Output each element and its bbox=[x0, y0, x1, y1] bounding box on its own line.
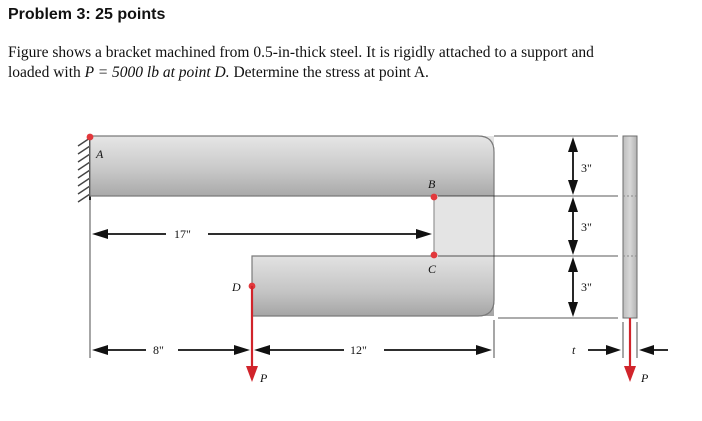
statement-load-equation: P = 5000 lb at point D. bbox=[84, 64, 230, 81]
point-c-label: C bbox=[428, 262, 437, 276]
dimension-12-label: 12" bbox=[350, 343, 367, 357]
load-label-left: P bbox=[260, 371, 268, 385]
load-label-right: P bbox=[641, 371, 649, 385]
statement-line-2-end: Determine the stress at point A. bbox=[229, 64, 429, 81]
statement-line-1: Figure shows a bracket machined from 0.5-in-thick steel. It is rigidly attached to a support and bbox=[8, 44, 594, 61]
bracket-body bbox=[90, 136, 494, 316]
dimension-17 bbox=[92, 229, 432, 239]
point-a-label: A bbox=[96, 147, 104, 161]
load-arrow-side bbox=[624, 318, 636, 382]
dimension-h3-label: 3" bbox=[581, 280, 592, 294]
dimension-8 bbox=[92, 345, 250, 355]
dimension-17-label: 17" bbox=[174, 227, 191, 241]
dimension-thickness bbox=[588, 345, 668, 355]
point-b-label: B bbox=[428, 177, 436, 191]
dimension-12 bbox=[254, 345, 492, 355]
statement-line-2-start: loaded with bbox=[8, 64, 85, 81]
side-view-plate bbox=[623, 136, 637, 318]
fixed-support-wall bbox=[78, 134, 90, 202]
dimension-h2-label: 3" bbox=[581, 220, 592, 234]
point-d-label: D bbox=[232, 280, 241, 294]
dimension-vertical-3 bbox=[568, 137, 578, 317]
thickness-label: t bbox=[572, 343, 576, 357]
dimension-h1-label: 3" bbox=[581, 161, 592, 175]
point-a-marker bbox=[87, 134, 94, 141]
problem-title: Problem 3: 25 points bbox=[8, 6, 166, 23]
point-b-marker bbox=[431, 194, 438, 201]
dimension-8-label: 8" bbox=[153, 343, 164, 357]
point-c-marker bbox=[431, 252, 438, 259]
